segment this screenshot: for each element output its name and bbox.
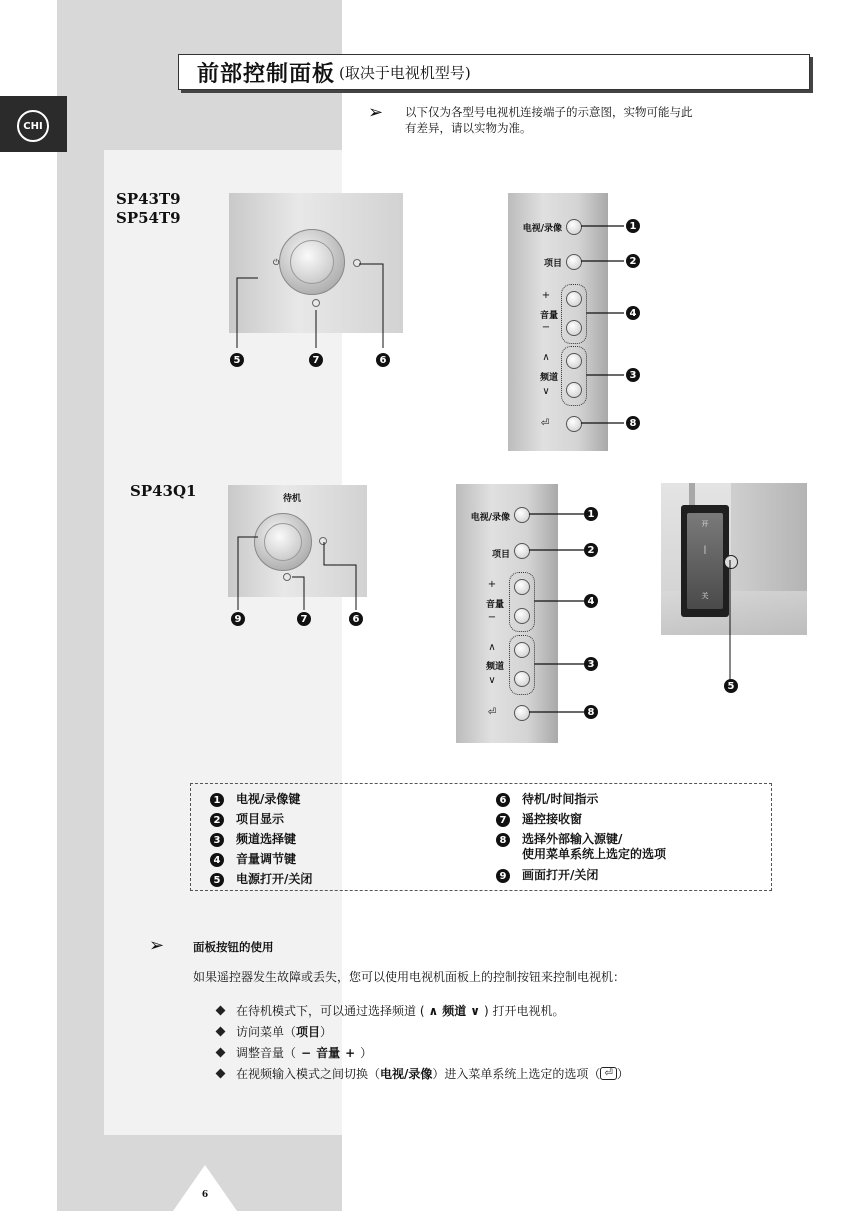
callout-6-a: 6: [376, 353, 390, 367]
usage-title: 面板按钮的使用: [193, 940, 274, 954]
vol-plus-b: +: [487, 579, 497, 590]
note-text: [405, 104, 805, 136]
bullet-3: 调整音量（ − 音量 + ）: [217, 1042, 629, 1063]
callout-line-switch: [725, 560, 735, 682]
legend-item-7: 7 遥控接收窗: [496, 812, 766, 832]
switch-on-mark: |: [703, 545, 707, 554]
callout-5-a: 5: [230, 353, 244, 367]
model-sp54t9: SP54T9: [116, 209, 181, 227]
bullet-2: 访问菜单（ 项目 ）: [217, 1021, 629, 1042]
bullet-diamond-icon: [216, 1006, 226, 1016]
callout-4-b: 4: [584, 594, 598, 608]
power-symbol-icon: ⏻: [273, 258, 280, 267]
label-channel-a: 频道: [539, 373, 558, 383]
callout-lines-a: [225, 258, 395, 368]
bullet-diamond-icon: [216, 1027, 226, 1037]
page-number: 6: [201, 1190, 209, 1200]
legend-item-6: 6 待机/时间指示: [496, 792, 766, 812]
callout-6-b: 6: [349, 612, 363, 626]
legend-item-1: 1 电视/录像键: [210, 792, 480, 812]
page-title-main: 前部控制面板: [197, 60, 336, 87]
ch-down-glyph-a: ∨: [542, 386, 550, 397]
legend-box: [190, 783, 772, 891]
page-title: [178, 54, 810, 90]
callout-5-b: 5: [724, 679, 738, 693]
standby-label: 待机: [282, 494, 301, 504]
language-badge: CHI: [17, 110, 49, 142]
bullet-1: 在待机模式下，可以通过选择频道 ( ∧ 频道 ∨ ) 打开电视机。: [217, 1000, 629, 1021]
label-volume-b: 音量: [485, 600, 504, 610]
callout-8-a: 8: [626, 416, 640, 430]
switch-housing: [731, 483, 807, 591]
ch-up-glyph-b: ∧: [488, 642, 496, 653]
callout-lines-side-a: [580, 215, 630, 435]
enter-icon-b: ⏎: [487, 707, 497, 718]
vol-plus-a: +: [541, 290, 551, 301]
usage-intro: 如果遥控器发生故障或丢失，您可以使用电视机面板上的控制按钮来控制电视机：: [193, 970, 626, 984]
enter-key-icon: ⏎: [600, 1067, 616, 1080]
label-volume-a: 音量: [539, 311, 558, 321]
enter-icon-a: ⏎: [540, 418, 550, 429]
label-channel-b: 频道: [485, 662, 504, 672]
callout-8-b: 8: [584, 705, 598, 719]
legend-left-column: [210, 792, 480, 892]
legend-item-9: 9 画面打开/关闭: [496, 868, 766, 888]
legend-item-8: 8 选择外部输入源键/ 使用菜单系统上选定的选项: [496, 832, 766, 868]
switch-off-label: 关: [701, 592, 709, 600]
model-sp43t9: SP43T9: [116, 190, 181, 208]
callout-lines-b: [230, 525, 370, 615]
callout-lines-side-b: [528, 503, 590, 725]
page-number-tab: [173, 1165, 237, 1211]
page-title-sub: (取决于电视机型号): [339, 63, 471, 82]
note-line-1: 以下仅为各型号电视机连接端子的示意图，实物可能与此: [405, 105, 693, 119]
rocker-switch[interactable]: [687, 513, 723, 609]
legend-item-4: 4 音量调节键: [210, 852, 480, 872]
callout-3-a: 3: [626, 368, 640, 382]
note-arrow-icon: ➢: [368, 102, 384, 123]
legend-item-3: 3 频道选择键: [210, 832, 480, 852]
label-menu-a: 项目: [543, 259, 562, 269]
callout-2-a: 2: [626, 254, 640, 268]
callout-3-b: 3: [584, 657, 598, 671]
usage-bullets: [217, 1000, 629, 1084]
label-tv-video-a: 电视/录像: [522, 224, 562, 234]
callout-1-a: 1: [626, 219, 640, 233]
callout-2-b: 2: [584, 543, 598, 557]
label-tv-video-b: 电视/录像: [470, 513, 510, 523]
vol-minus-b: −: [487, 612, 497, 623]
bullet-diamond-icon: [216, 1069, 226, 1079]
callout-1-b: 1: [584, 507, 598, 521]
callout-9-b: 9: [231, 612, 245, 626]
legend-right-column: [496, 792, 766, 888]
section-arrow-icon: ➢: [149, 935, 165, 956]
ch-up-glyph-a: ∧: [542, 352, 550, 363]
vol-minus-a: −: [541, 322, 551, 333]
bullet-4: 在视频输入模式之间切换（ 电视/录像 ）进入菜单系统上选定的选项（ ⏎ ）: [217, 1063, 629, 1084]
model-sp43q1: SP43Q1: [130, 482, 197, 500]
label-menu-b: 项目: [491, 550, 510, 560]
note-line-2: 有差异，请以实物为准。: [405, 121, 532, 135]
ch-down-glyph-b: ∨: [488, 675, 496, 686]
callout-7-a: 7: [309, 353, 323, 367]
switch-frame: [681, 505, 729, 617]
callout-4-a: 4: [626, 306, 640, 320]
switch-on-label: 开: [701, 520, 709, 528]
bullet-diamond-icon: [216, 1048, 226, 1058]
callout-7-b: 7: [297, 612, 311, 626]
legend-item-2: 2 项目显示: [210, 812, 480, 832]
legend-item-5: 5 电源打开/关闭: [210, 872, 480, 892]
model-names-a: [116, 190, 181, 228]
